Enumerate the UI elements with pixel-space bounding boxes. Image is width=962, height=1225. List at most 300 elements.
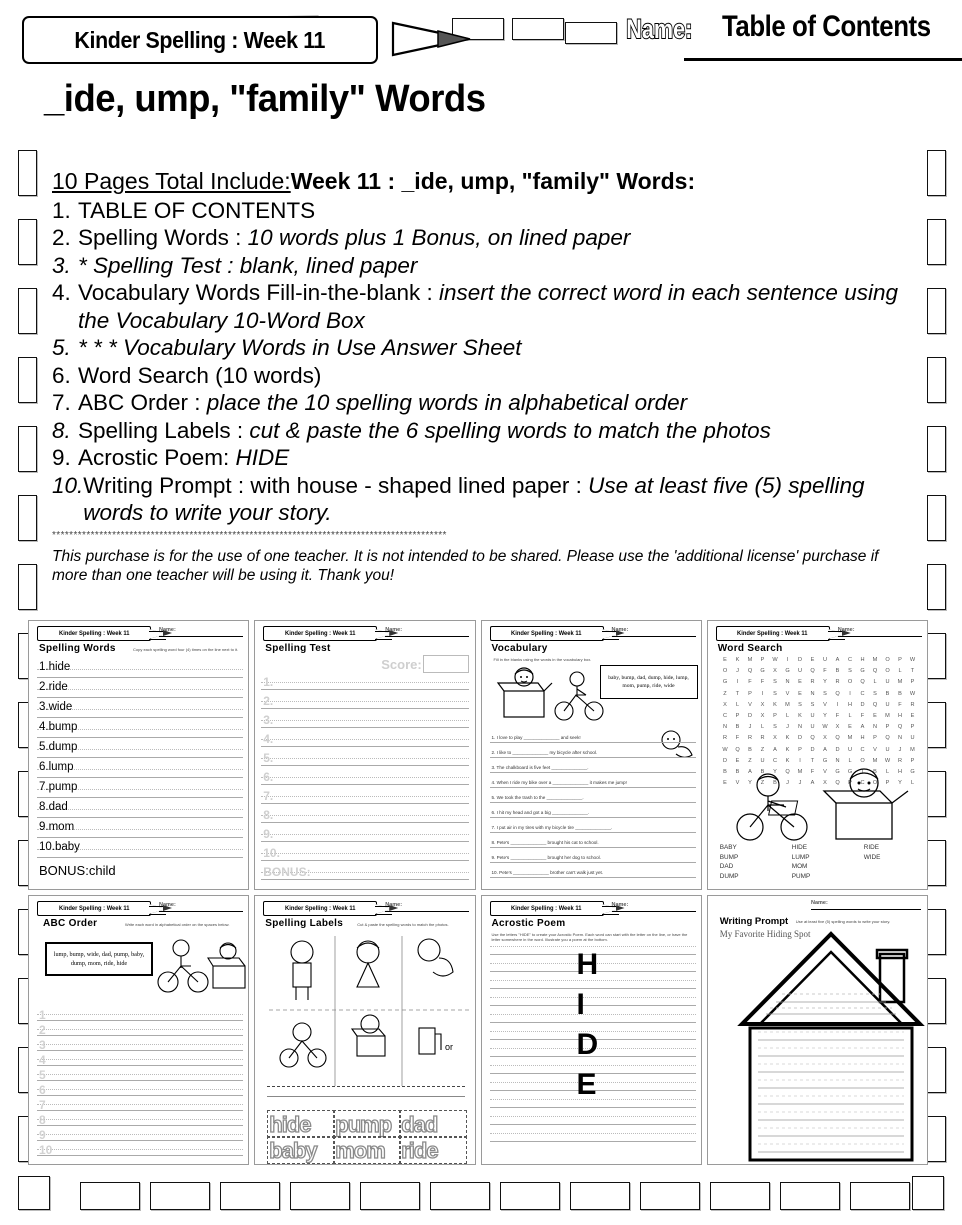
word-search-letter: L: [848, 712, 852, 719]
test-number: 5.: [263, 751, 274, 765]
contents-item-number: 9.: [52, 445, 71, 470]
thumb-name-field: Name:: [385, 627, 469, 637]
cut-line: [267, 1086, 465, 1087]
banner-title-box: [22, 16, 378, 64]
poem-guide-line: [490, 946, 696, 947]
abc-number: 4: [39, 1053, 46, 1067]
word-search-letter: O: [722, 668, 728, 675]
word-search-letter: G: [847, 768, 853, 775]
word-search-target-word: BUMP: [719, 853, 739, 861]
thumb-title: Spelling Words: [39, 643, 116, 654]
word-search-letter: J: [786, 780, 789, 787]
word-search-letter: P: [910, 757, 915, 764]
word-search-letter: V: [748, 701, 752, 708]
word-search-letter: U: [885, 679, 890, 686]
test-line: [261, 727, 469, 728]
contents-item-plain: ABC Order :: [78, 390, 207, 415]
writing-line: [37, 777, 243, 778]
vocabulary-sentence: 7. I put air in my tires with my bicycle tire ______________.: [491, 825, 613, 830]
test-line: [261, 784, 469, 785]
abc-guide-line: [37, 1149, 243, 1150]
word-search-letter: B: [735, 724, 740, 731]
border-dash-bottom: [80, 1182, 140, 1210]
test-guide-line: [261, 777, 469, 778]
word-search-letter: S: [773, 724, 777, 731]
abc-number: 9: [39, 1128, 46, 1142]
spelling-word: 2.ride: [39, 681, 68, 693]
word-search-letter: U: [847, 746, 853, 753]
border-dash-right: [927, 909, 946, 955]
thumbnail-word-search[interactable]: [707, 620, 928, 890]
cut-out-word: ride: [401, 1138, 438, 1163]
contents-item-text: [78, 334, 914, 362]
contents-item-text: [78, 444, 914, 472]
word-search-letter: I: [799, 757, 801, 764]
word-search-letter: Y: [823, 712, 827, 719]
test-line: [261, 708, 469, 709]
border-dash-bottom: [430, 1182, 490, 1210]
word-search-letter: D: [797, 735, 803, 742]
word-search-letter: P: [760, 657, 765, 663]
thumb-instruction: Use the letters "HIDE" to create your Acrostic Poem. Each word can start with the letter on the line, or have the letter somewhere in the word. Illustrate you a poem at the bottom.: [491, 932, 688, 942]
word-search-letter: U: [885, 701, 890, 708]
test-guide-line: [261, 720, 469, 721]
word-search-letter: A: [810, 780, 815, 787]
abc-line: [37, 1080, 243, 1081]
word-search-letter: E: [723, 780, 727, 787]
thumb-name-field: Name:: [385, 902, 469, 912]
contents-item: [52, 362, 914, 390]
word-search-letter: U: [760, 757, 765, 764]
poem-line: [490, 1124, 696, 1125]
test-line: [261, 822, 469, 823]
word-search-letter: S: [848, 668, 852, 675]
thumbnail-spelling-labels[interactable]: [254, 895, 475, 1165]
word-search-letter: R: [722, 735, 728, 742]
vocabulary-sentence: 5. We took the trash to the ______________.: [491, 795, 584, 800]
word-search-letter: M: [885, 712, 890, 719]
writing-line: [37, 717, 243, 718]
name-underline: [684, 58, 962, 61]
word-search-target-word: WIDE: [863, 853, 881, 861]
cut-out-word: mom: [335, 1138, 385, 1163]
sentence-line: [490, 742, 696, 743]
banner-title: Kinder Spelling : Week 11: [74, 26, 326, 53]
poem-guide-line: [490, 1014, 696, 1015]
contents-item-italic: 10 words plus 1 Bonus, on lined paper: [247, 225, 631, 250]
border-dash-bottom: [570, 1182, 630, 1210]
test-number: 10.: [263, 846, 280, 860]
thumbnail-acrostic-poem[interactable]: [481, 895, 702, 1165]
thumb-name-field: Name:: [612, 902, 696, 912]
thumb-pencil-banner: [490, 901, 604, 916]
word-search-letter: U: [797, 668, 803, 675]
word-search-letter: F: [760, 679, 765, 686]
thumb-title: ABC Order: [43, 918, 98, 929]
test-guide-line: [261, 739, 469, 740]
sentence-line: [490, 757, 696, 758]
word-search-letter: Z: [760, 746, 765, 753]
word-search-letter: L: [848, 757, 852, 764]
thumb-pencil-banner: [37, 626, 151, 641]
contents-item-italic: * * * Vocabulary Words in Use Answer Sheet: [78, 335, 522, 360]
spelling-word: 9.mom: [39, 821, 75, 833]
word-search-letter: H: [860, 735, 865, 742]
word-search-letter: F: [898, 701, 902, 708]
vocabulary-sentence: 2. I like to ______________ my bicycle after school.: [491, 750, 598, 755]
border-dash-right: [927, 978, 946, 1024]
contents-item-plain: Word Search (10 words): [78, 362, 322, 388]
abc-number: 6: [39, 1083, 46, 1097]
word-search-letter: W: [884, 757, 891, 764]
contents-intro-underlined: 10 Pages Total Include:: [52, 168, 291, 194]
word-search-letter: R: [897, 757, 903, 764]
name-field-group: [618, 10, 962, 45]
border-corner-bottom-left: [18, 1176, 50, 1210]
poem-guide-line: [490, 1133, 696, 1134]
girl-in-box-figure: [496, 665, 558, 723]
thumb-banner-title: Kinder Spelling : Week 11: [285, 905, 356, 912]
border-dash-right: [927, 495, 946, 541]
word-search-letter: S: [823, 690, 827, 697]
word-search-letter: N: [810, 690, 815, 697]
word-search-target-word: BABY: [719, 844, 737, 851]
contents-item-number: 1.: [52, 197, 71, 223]
vocabulary-sentence: 9. Pete's ______________ brought her dog to school.: [491, 855, 601, 860]
thumb-header: [37, 626, 243, 639]
writing-line: [37, 837, 243, 838]
abc-line: [37, 1125, 243, 1126]
abc-guide-line: [37, 1074, 243, 1075]
abc-number: 10: [39, 1143, 53, 1157]
poem-line: [490, 1141, 696, 1142]
writing-line: [37, 697, 243, 698]
word-search-letter: P: [910, 679, 915, 686]
word-search-letter: R: [910, 701, 915, 708]
thumb-title: Acrostic Poem: [491, 918, 566, 929]
word-search-letter: E: [873, 712, 877, 719]
border-dash-bottom: [500, 1182, 560, 1210]
word-search-letter: U: [810, 712, 815, 719]
acrostic-letter: H: [576, 948, 599, 981]
word-search-letter: A: [773, 746, 777, 753]
abc-line: [37, 1140, 243, 1141]
word-search-letter: X: [760, 712, 765, 719]
contents-item-plain: Spelling Labels :: [78, 417, 250, 443]
word-search-letter: B: [748, 746, 752, 753]
border-dash-bottom: [360, 1182, 420, 1210]
word-search-letter: Q: [860, 679, 865, 686]
border-dash-bottom: [850, 1182, 910, 1210]
abc-line: [37, 1110, 243, 1111]
word-search-letter: O: [847, 679, 853, 686]
thumb-title: Spelling Labels: [265, 918, 344, 929]
girl-in-box-figure: [207, 940, 249, 992]
word-search-letter: R: [747, 735, 753, 742]
thumb-name-field: Name:: [811, 900, 921, 910]
word-search-letter: V: [735, 780, 740, 787]
word-search-letter: N: [897, 735, 903, 742]
contents-item-italic: insert the correct word in each sentence using the Vocabulary 10-Word Box: [78, 280, 898, 333]
word-search-letter: M: [847, 735, 853, 742]
word-search-letter: G: [910, 768, 915, 775]
house-shaped-paper: [736, 928, 926, 1164]
score-label: Score:: [381, 657, 422, 672]
word-search-letter: U: [810, 724, 815, 731]
word-search-letter: T: [735, 690, 740, 697]
abc-guide-line: [37, 1014, 243, 1015]
name-value: Table of Contents: [721, 10, 931, 43]
vocabulary-sentence: 4. When I ride my bike over a ______________ it makes me jump!: [491, 780, 627, 785]
word-search-letter: M: [910, 746, 915, 753]
thumb-banner-title: Kinder Spelling : Week 11: [285, 630, 356, 637]
border-dash-bottom: [780, 1182, 840, 1210]
word-search-letter: A: [860, 724, 865, 731]
word-search-target-word: PUMP: [791, 872, 811, 880]
contents-item-number: 2.: [52, 225, 71, 250]
word-search-target-word: DUMP: [719, 872, 739, 880]
word-search-letter: C: [860, 746, 865, 753]
border-dash-left: [18, 150, 37, 196]
contents-item-italic: Use at least five (5) spelling words to write your story.: [83, 472, 865, 525]
test-guide-line: [261, 796, 469, 797]
word-search-letter: A: [835, 657, 840, 663]
border-dash-left: [18, 564, 37, 610]
word-search-letter: W: [822, 724, 828, 731]
contents-item-text: [78, 279, 914, 334]
test-guide-line: [261, 815, 469, 816]
word-search-letter: D: [747, 712, 753, 719]
thumb-pencil-banner: [490, 626, 604, 641]
contents-item-text: [78, 224, 914, 252]
vocabulary-sentence: 6. I hit my head and got a big ______________.: [491, 810, 590, 815]
thumb-pencil-banner: [37, 901, 151, 916]
abc-guide-line: [37, 1029, 243, 1030]
sentence-line: [490, 772, 696, 773]
thumb-header: [716, 626, 922, 639]
contents-divider: ********************************************************************************************: [52, 529, 447, 541]
test-number: 3.: [263, 713, 274, 727]
thumbnail-vocabulary[interactable]: [481, 620, 702, 890]
word-search-letter: Z: [760, 780, 765, 787]
word-list-column: [864, 843, 881, 862]
word-search-letter: M: [872, 757, 878, 764]
word-search-letter: P: [773, 712, 777, 719]
thumb-name-field: Name:: [159, 627, 243, 637]
border-dash-bottom: [640, 1182, 700, 1210]
word-search-letter: V: [785, 690, 790, 697]
word-search-target-word: DAD: [719, 863, 734, 870]
border-dash-bottom: [150, 1182, 210, 1210]
table-of-contents: [52, 168, 914, 585]
vocabulary-sentence: 1. I love to play ______________ and seek!: [491, 735, 581, 740]
word-search-letter: N: [872, 724, 878, 731]
word-search-letter: L: [735, 701, 740, 708]
cut-out-word: baby: [269, 1138, 317, 1163]
contents-item-number: 3.: [52, 252, 71, 278]
word-search-letter: Q: [747, 668, 753, 675]
writing-line: [37, 757, 243, 758]
thumb-title: Writing Prompt: [719, 916, 789, 927]
thumb-title: Vocabulary: [491, 643, 548, 654]
word-search-letter: H: [847, 701, 853, 708]
word-search-letter: D: [797, 657, 803, 663]
thumbnail-spelling-words[interactable]: [28, 620, 249, 890]
thumb-instruction: Write each word in alphabetical order on the spaces below.: [125, 922, 230, 927]
thumb-instruction: Copy each spelling word four (4) times on the line next to it.: [133, 647, 239, 652]
word-search-letter: F: [748, 679, 752, 686]
word-search-letter: K: [785, 735, 790, 742]
abc-guide-line: [37, 1059, 243, 1060]
contents-item: [52, 444, 914, 472]
border-dash-right: [927, 564, 946, 610]
thumb-title: Spelling Test: [265, 643, 331, 654]
word-search-letter: E: [810, 657, 815, 663]
word-search-letter: W: [909, 690, 916, 697]
thumb-instruction: Fill in the blanks using the words in the vocabulary box.: [493, 657, 592, 662]
sentence-line: [490, 862, 696, 863]
border-dash-right: [927, 150, 946, 196]
word-search-letter: K: [773, 701, 777, 708]
poem-line: [490, 988, 696, 989]
writing-line: [37, 797, 243, 798]
test-number: 4.: [263, 732, 274, 746]
word-search-letter: T: [910, 668, 915, 675]
word-list-column: [792, 843, 810, 881]
word-search-letter: R: [810, 679, 815, 686]
thumb-title: Word Search: [717, 643, 783, 654]
contents-item-italic: place the 10 spelling words in alphabetical order: [206, 390, 688, 415]
thumb-header: [263, 626, 469, 639]
border-dash-bottom: [220, 1182, 280, 1210]
test-guide-line: [261, 682, 469, 683]
border-dash-right: [927, 840, 946, 886]
boy-on-bike-figure: [730, 768, 816, 843]
contents-item-number: 10.: [52, 472, 84, 498]
abc-guide-line: [37, 1104, 243, 1105]
test-number: 9.: [263, 827, 274, 841]
abc-number: 8: [39, 1113, 46, 1127]
word-search-letter: P: [910, 724, 915, 731]
word-search-letter: X: [823, 780, 827, 787]
word-search-letter: P: [735, 712, 740, 719]
label-photo-grid: [269, 936, 469, 1086]
word-search-letter: M: [872, 657, 878, 663]
contents-item: [52, 417, 914, 445]
contents-item-plain: Writing Prompt : with house - shaped lined paper :: [83, 472, 589, 498]
cut-out-word: pump: [335, 1112, 392, 1137]
score-box: [423, 655, 469, 673]
word-search-letter: Q: [810, 735, 815, 742]
word-search-letter: Q: [885, 735, 890, 742]
word-search-letter: R: [760, 735, 765, 742]
word-search-letter: G: [835, 768, 840, 775]
word-search-letter: R: [835, 679, 840, 686]
thumb-header: [263, 901, 469, 914]
word-search-letter: M: [897, 679, 903, 686]
test-line: [261, 860, 469, 861]
border-dash-left: [18, 495, 37, 541]
test-guide-line: [261, 853, 469, 854]
abc-word-box: lump, bump, wide, dad, pump, baby, dump, mom, ride, hide: [45, 942, 153, 976]
girl-in-box-figure: [820, 767, 916, 845]
poem-line: [490, 1005, 696, 1006]
border-dash-left: [18, 426, 37, 472]
writing-guide-line: [37, 809, 243, 810]
word-search-letter: G: [722, 679, 728, 686]
contents-item-plain: TABLE OF CONTENTS: [78, 197, 316, 223]
contents-item-italic: HIDE: [235, 445, 290, 470]
word-search-letter: Q: [835, 780, 840, 787]
word-search-letter: C: [860, 780, 865, 787]
word-search-letter: D: [722, 757, 728, 764]
abc-number: 5: [39, 1068, 46, 1082]
word-search-letter: M: [785, 701, 790, 708]
word-search-letter: O: [885, 657, 890, 663]
vocabulary-sentence: 3. The chalkboard is five feet ______________.: [491, 765, 589, 770]
thumbnail-writing-prompt[interactable]: [707, 895, 928, 1165]
writing-line: [37, 737, 243, 738]
word-search-letter: F: [823, 668, 827, 675]
abc-number: 3: [39, 1038, 46, 1052]
word-search-letter: Y: [748, 780, 752, 787]
thumbnail-abc-order[interactable]: [28, 895, 249, 1165]
test-number: BONUS:: [263, 865, 311, 879]
vocabulary-sentence: 8. Pete's ______________ brought his cat to school.: [491, 840, 599, 845]
boy-on-bike-figure: [155, 938, 211, 994]
contents-item-text: [78, 197, 914, 225]
word-search-letter: G: [785, 668, 790, 675]
word-search-letter: X: [823, 735, 827, 742]
spelling-word: 8.dad: [39, 801, 68, 813]
word-search-target-word: LUMP: [791, 853, 810, 861]
word-search-letter: D: [835, 746, 840, 753]
word-search-letter: C: [847, 657, 853, 663]
sentence-line: [490, 817, 696, 818]
word-search-letter: J: [786, 724, 789, 731]
word-search-letter: I: [761, 690, 764, 697]
word-search-letter: Q: [872, 668, 878, 675]
abc-line: [37, 1020, 243, 1021]
word-search-letter: X: [835, 724, 840, 731]
word-search-letter: S: [773, 679, 777, 686]
test-line: [261, 841, 469, 842]
acrostic-letter: D: [576, 1028, 599, 1061]
sentence-line: [490, 787, 696, 788]
boy-on-bike-figure: [552, 669, 608, 723]
spelling-word: 6.lump: [39, 761, 74, 773]
word-search-letter: B: [773, 780, 777, 787]
word-search-letter: G: [760, 668, 765, 675]
test-number: 8.: [263, 808, 274, 822]
border-dash-bottom: [710, 1182, 770, 1210]
abc-line: [37, 1065, 243, 1066]
test-line: [261, 689, 469, 690]
word-search-letter: X: [723, 701, 727, 708]
abc-guide-line: [37, 1089, 243, 1090]
test-guide-line: [261, 758, 469, 759]
word-search-letter: C: [860, 690, 865, 697]
word-search-letter: O: [860, 757, 865, 764]
word-search-letter: L: [898, 668, 902, 675]
abc-line: [37, 1095, 243, 1096]
vocabulary-word-box: baby, bump, dad, dump, hide, lump, mom, pump, ride, wide: [600, 665, 698, 699]
word-search-letter: Q: [835, 690, 840, 697]
thumbnail-spelling-test[interactable]: [254, 620, 475, 890]
word-search-letter: O: [872, 780, 878, 787]
abc-guide-line: [37, 1119, 243, 1120]
poem-guide-line: [490, 1065, 696, 1066]
